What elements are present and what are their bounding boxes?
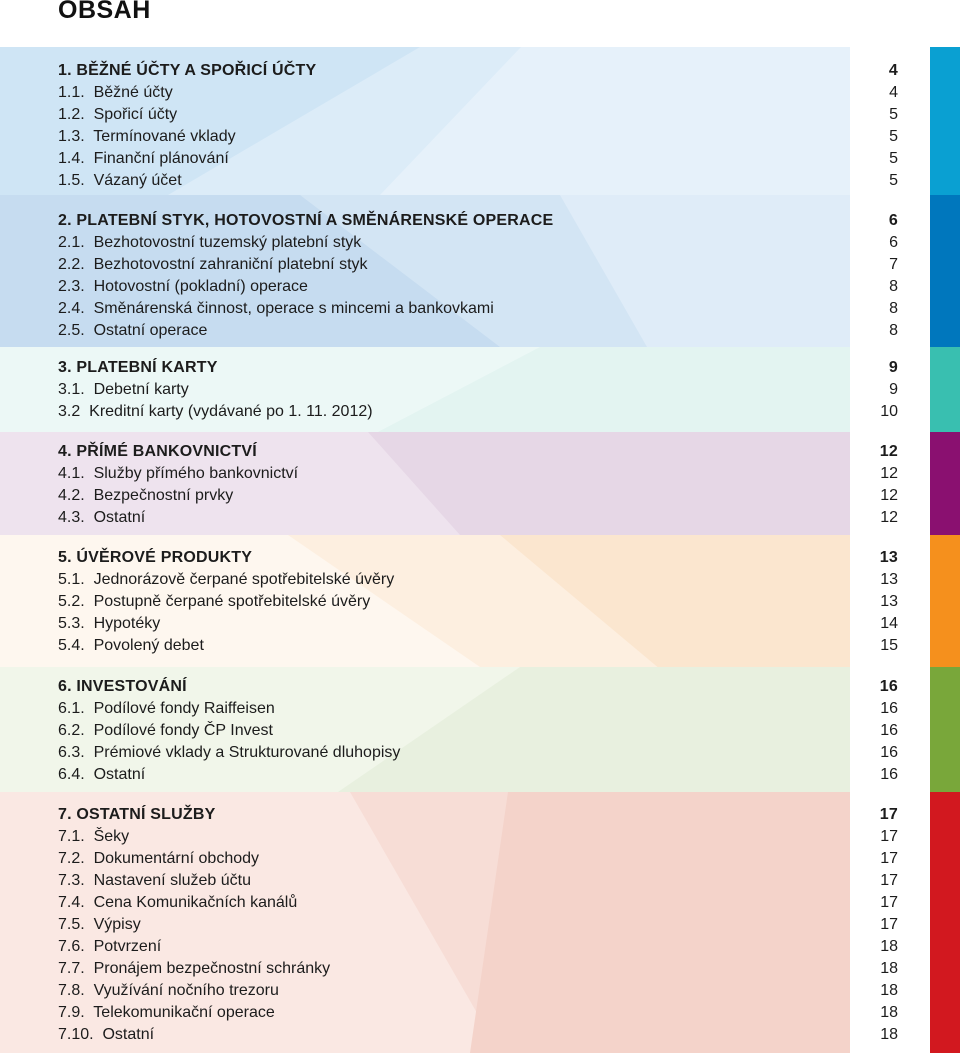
item-number: 1.4.: [58, 150, 85, 167]
page-number: 18: [880, 982, 898, 999]
page-number: 16: [880, 722, 898, 739]
item-label: Pronájem bezpečnostní schránky: [93, 960, 331, 977]
item-number: 3.1.: [58, 381, 85, 398]
item-number: 2.3.: [58, 278, 85, 295]
item-number: 4.2.: [58, 487, 85, 504]
toc-item[interactable]: [58, 298, 898, 320]
toc-item[interactable]: [58, 848, 898, 870]
item-label: Hypotéky: [93, 615, 161, 632]
toc-item[interactable]: [58, 892, 898, 914]
page-number: 18: [880, 938, 898, 955]
item-number: 2.2.: [58, 256, 85, 273]
toc-item[interactable]: [58, 720, 898, 742]
item-label: Potvrzení: [93, 938, 162, 955]
page-number: 12: [880, 487, 898, 504]
item-label: Podílové fondy ČP Invest: [93, 722, 273, 739]
page-number: 16: [880, 744, 898, 761]
toc-section-1: [58, 60, 898, 192]
item-label: Kreditní karty (vydávané po 1. 11. 2012): [89, 403, 373, 420]
toc-item[interactable]: [58, 980, 898, 1002]
toc-item[interactable]: [58, 485, 898, 507]
toc-item[interactable]: [58, 764, 898, 786]
page-number: 5: [889, 106, 898, 123]
toc-item[interactable]: [58, 635, 898, 657]
toc-item[interactable]: [58, 870, 898, 892]
item-number: 7.1.: [58, 828, 85, 845]
toc-section-3: [58, 357, 898, 423]
toc-item[interactable]: [58, 591, 898, 613]
page-number: 5: [889, 128, 898, 145]
section-number: 2.: [58, 212, 72, 229]
item-number: 6.4.: [58, 766, 85, 783]
section-number: 4.: [58, 443, 72, 460]
item-label: Bezhotovostní zahraniční platební styk: [93, 256, 368, 273]
toc-item[interactable]: [58, 401, 898, 423]
section-number: 7.: [58, 806, 72, 823]
toc-section-6: [58, 676, 898, 786]
item-number: 7.2.: [58, 850, 85, 867]
page-number: 12: [880, 465, 898, 482]
section-title: PLATEBNÍ KARTY: [76, 359, 218, 376]
page-number: 18: [880, 1026, 898, 1043]
page-number: 10: [880, 403, 898, 420]
item-label: Směnárenská činnost, operace s mincemi a bankovkami: [93, 300, 494, 317]
section-title: ÚVĚROVÉ PRODUKTY: [76, 549, 253, 566]
section-title: BĚŽNÉ ÚČTY A SPOŘICÍ ÚČTY: [76, 62, 317, 79]
item-label: Telekomunikační operace: [93, 1004, 275, 1021]
page-number: 13: [880, 571, 898, 588]
section-number: 6.: [58, 678, 72, 695]
item-number: 7.8.: [58, 982, 85, 999]
item-label: Podílové fondy Raiffeisen: [93, 700, 275, 717]
item-number: 7.4.: [58, 894, 85, 911]
section-title: PLATEBNÍ STYK, HOTOVOSTNÍ A SMĚNÁRENSKÉ OPERACE: [76, 212, 554, 229]
item-number: 2.4.: [58, 300, 85, 317]
item-number: 2.5.: [58, 322, 85, 339]
section-title: OSTATNÍ SLUŽBY: [76, 806, 216, 823]
item-number: 7.3.: [58, 872, 85, 889]
item-number: 1.5.: [58, 172, 85, 189]
page-number: 5: [889, 150, 898, 167]
section-tab-1[interactable]: [930, 47, 960, 195]
page-number: 13: [880, 593, 898, 610]
page-number: 6: [888, 212, 898, 229]
toc-item[interactable]: [58, 1024, 898, 1046]
toc-item[interactable]: [58, 232, 898, 254]
section-tab-7[interactable]: [930, 792, 960, 1053]
item-number: 3.2: [58, 403, 81, 420]
toc-item[interactable]: [58, 826, 898, 848]
item-number: 7.7.: [58, 960, 85, 977]
item-label: Ostatní: [93, 509, 146, 526]
page-number: 17: [880, 916, 898, 933]
item-label: Cena Komunikačních kanálů: [93, 894, 298, 911]
item-number: 7.9.: [58, 1004, 85, 1021]
toc-item[interactable]: [58, 379, 898, 401]
page-number: 4: [888, 62, 898, 79]
page-number: 17: [880, 850, 898, 867]
toc-item[interactable]: [58, 320, 898, 342]
page-number: 17: [880, 872, 898, 889]
toc-item[interactable]: [58, 936, 898, 958]
item-label: Vázaný účet: [93, 172, 182, 189]
toc-item[interactable]: [58, 742, 898, 764]
toc-item[interactable]: [58, 569, 898, 591]
toc-item[interactable]: [58, 1002, 898, 1024]
toc-item[interactable]: [58, 507, 898, 529]
item-label: Postupně čerpané spotřebitelské úvěry: [93, 593, 371, 610]
toc-item[interactable]: [58, 126, 898, 148]
page-number: 16: [880, 766, 898, 783]
item-number: 1.2.: [58, 106, 85, 123]
item-label: Bezpečnostní prvky: [93, 487, 234, 504]
section-title: PŘÍMÉ BANKOVNICTVÍ: [76, 443, 257, 460]
page-number: 16: [879, 678, 898, 695]
item-label: Bezhotovostní tuzemský platební styk: [93, 234, 362, 251]
page-number: 18: [880, 960, 898, 977]
page-number: 13: [879, 549, 898, 566]
toc-section-7: [58, 804, 898, 1046]
item-label: Jednorázově čerpané spotřebitelské úvěry: [93, 571, 395, 588]
section-tab-5[interactable]: [930, 535, 960, 667]
item-label: Šeky: [93, 828, 130, 845]
page-number: 8: [889, 322, 898, 339]
toc-heading-2[interactable]: [58, 210, 898, 232]
item-number: 1.3.: [58, 128, 85, 145]
page-number: 5: [889, 172, 898, 189]
section-number: 1.: [58, 62, 72, 79]
item-label: Dokumentární obchody: [93, 850, 260, 867]
toc-section-2: [58, 210, 898, 342]
section-tab-2[interactable]: [930, 195, 960, 347]
page-number: 8: [889, 300, 898, 317]
item-label: Hotovostní (pokladní) operace: [93, 278, 308, 295]
toc-item[interactable]: [58, 463, 898, 485]
item-number: 6.1.: [58, 700, 85, 717]
item-label: Ostatní operace: [93, 322, 208, 339]
item-number: 7.6.: [58, 938, 85, 955]
toc-item[interactable]: [58, 958, 898, 980]
toc-item[interactable]: [58, 698, 898, 720]
page-number: 9: [888, 359, 898, 376]
item-number: 5.4.: [58, 637, 85, 654]
item-label: Debetní karty: [93, 381, 189, 398]
page-number: 17: [880, 894, 898, 911]
item-number: 6.3.: [58, 744, 85, 761]
item-number: 5.2.: [58, 593, 85, 610]
item-label: Služby přímého bankovnictví: [93, 465, 299, 482]
item-number: 4.3.: [58, 509, 85, 526]
item-label: Spořicí účty: [93, 106, 178, 123]
toc-heading-4[interactable]: [58, 441, 898, 463]
item-label: Nastavení služeb účtu: [93, 872, 251, 889]
section-tab-4[interactable]: [930, 432, 960, 535]
item-label: Ostatní: [102, 1026, 155, 1043]
item-label: Prémiové vklady a Strukturované dluhopisy: [93, 744, 401, 761]
item-number: 7.10.: [58, 1026, 94, 1043]
item-number: 2.1.: [58, 234, 85, 251]
toc-item[interactable]: [58, 170, 898, 192]
toc-item[interactable]: [58, 914, 898, 936]
section-title: INVESTOVÁNÍ: [76, 678, 187, 695]
item-label: Finanční plánování: [93, 150, 229, 167]
page-number: 17: [880, 828, 898, 845]
item-number: 5.3.: [58, 615, 85, 632]
toc-item[interactable]: [58, 104, 898, 126]
page-title: OBSAH: [58, 0, 151, 24]
item-number: 4.1.: [58, 465, 85, 482]
item-label: Povolený debet: [93, 637, 204, 654]
item-label: Běžné účty: [93, 84, 173, 101]
toc-heading-6[interactable]: [58, 676, 898, 698]
page-number: 8: [889, 278, 898, 295]
page-number: 16: [880, 700, 898, 717]
section-tab-6[interactable]: [930, 667, 960, 792]
toc-section-4: [58, 441, 898, 529]
item-number: 6.2.: [58, 722, 85, 739]
page-number: 7: [889, 256, 898, 273]
page-number: 9: [889, 381, 898, 398]
page-number: 12: [879, 443, 898, 460]
item-number: 7.5.: [58, 916, 85, 933]
toc-heading-3[interactable]: [58, 357, 898, 379]
page-number: 15: [880, 637, 898, 654]
toc-item[interactable]: [58, 148, 898, 170]
toc-item[interactable]: [58, 254, 898, 276]
toc-heading-7[interactable]: [58, 804, 898, 826]
page-number: 6: [889, 234, 898, 251]
item-number: 5.1.: [58, 571, 85, 588]
item-number: 1.1.: [58, 84, 85, 101]
page-number: 12: [880, 509, 898, 526]
item-label: Výpisy: [93, 916, 141, 933]
toc-item[interactable]: [58, 82, 898, 104]
toc-heading-1[interactable]: [58, 60, 898, 82]
toc-item[interactable]: [58, 276, 898, 298]
toc-heading-5[interactable]: [58, 547, 898, 569]
item-label: Ostatní: [93, 766, 146, 783]
page-number: 18: [880, 1004, 898, 1021]
section-tab-3[interactable]: [930, 347, 960, 432]
page-number: 4: [889, 84, 898, 101]
item-label: Využívání nočního trezoru: [93, 982, 279, 999]
toc-section-5: [58, 547, 898, 657]
toc-item[interactable]: [58, 613, 898, 635]
page-number: 17: [879, 806, 898, 823]
section-number: 3.: [58, 359, 72, 376]
item-label: Termínované vklady: [93, 128, 236, 145]
section-number: 5.: [58, 549, 72, 566]
page-number: 14: [880, 615, 898, 632]
